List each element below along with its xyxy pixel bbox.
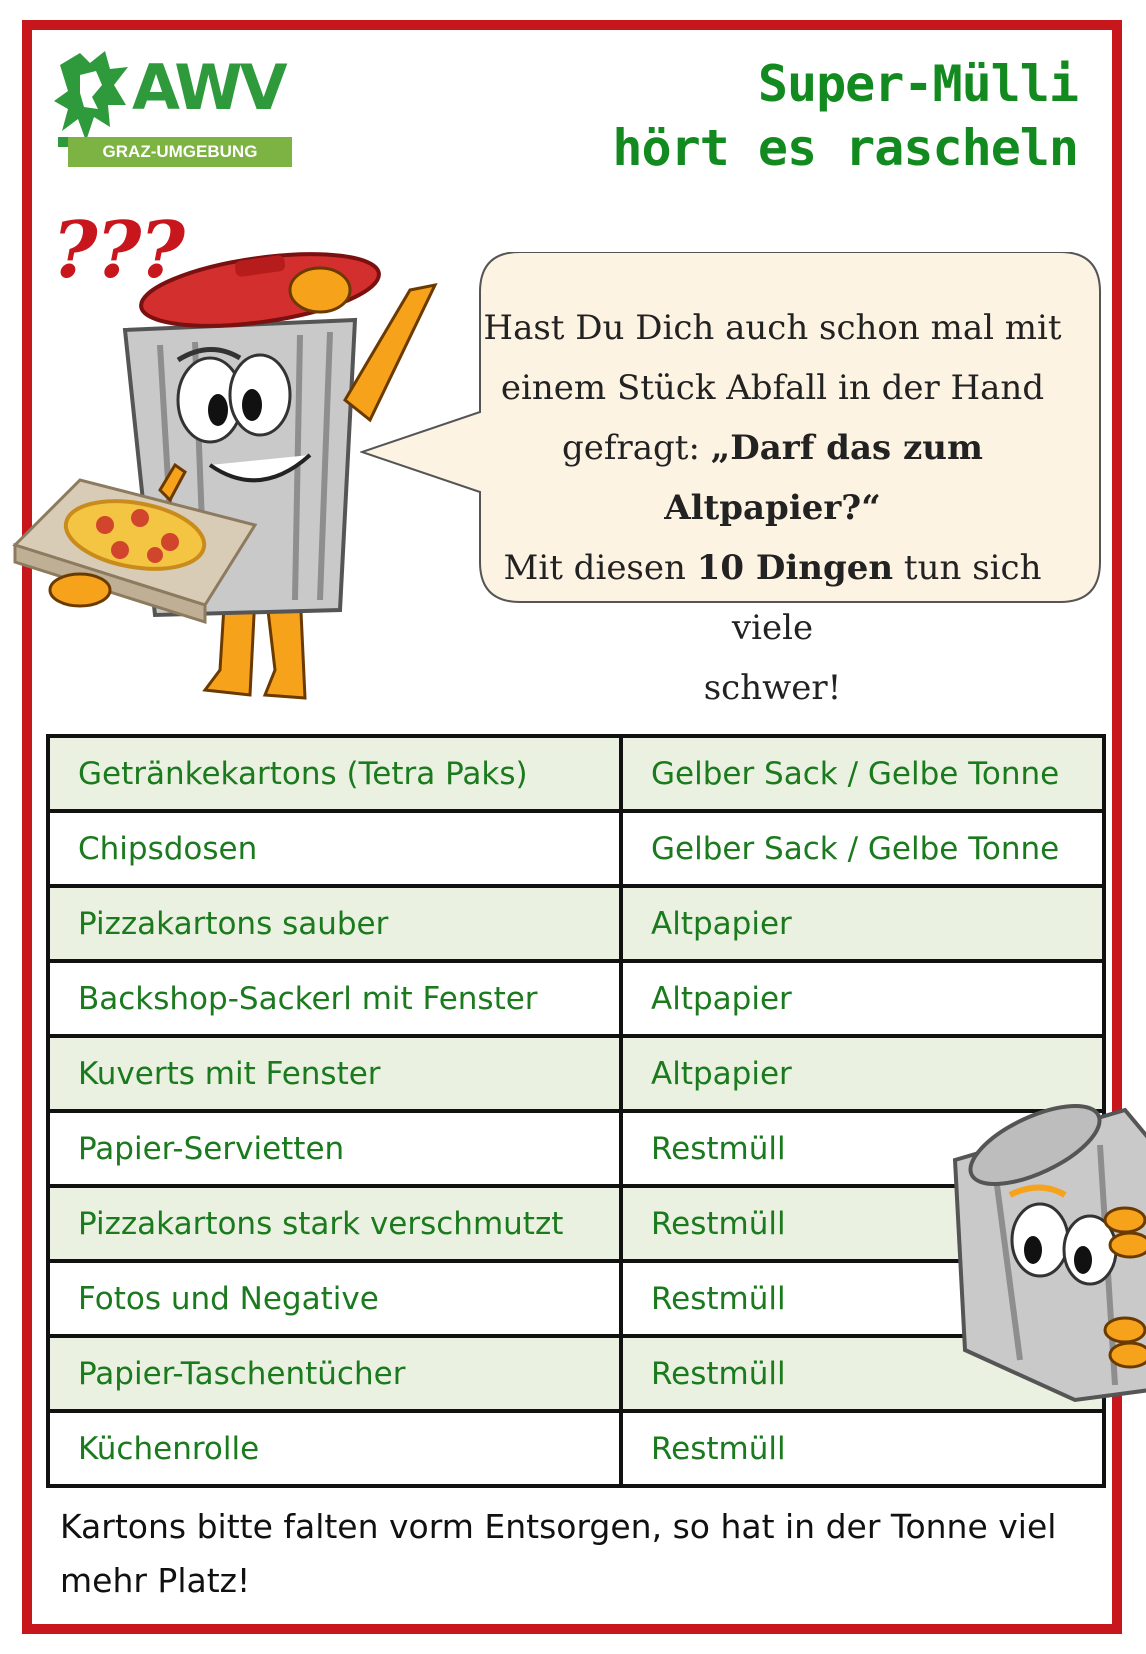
speech-line-4-suffix: tun sich viele: [731, 548, 1042, 648]
table-row: [48, 736, 1104, 811]
speech-line-4: [480, 538, 1065, 658]
page-title: [612, 52, 1078, 180]
item-cell: Backshop-Sackerl mit Fenster: [48, 961, 621, 1036]
bin-cell: Restmüll: [621, 1186, 1104, 1261]
table-row: [48, 1411, 1104, 1486]
item-cell: Papier-Taschentücher: [48, 1336, 621, 1411]
speech-line-3: [480, 418, 1065, 538]
speech-line-5: schwer!: [703, 668, 842, 708]
table-row: [48, 811, 1104, 886]
peeking-trash-can-illustration: [925, 1100, 1146, 1420]
bin-cell: Gelber Sack / Gelbe Tonne: [621, 811, 1104, 886]
question-marks: ???: [52, 205, 184, 296]
item-cell: Chipsdosen: [48, 811, 621, 886]
awv-logo: [50, 45, 295, 175]
item-cell: Kuverts mit Fenster: [48, 1036, 621, 1111]
item-cell: Pizzakartons sauber: [48, 886, 621, 961]
bin-cell: Restmüll: [621, 1111, 1104, 1186]
speech-line-1: Hast Du Dich auch schon mal mit: [483, 308, 1062, 348]
speech-count: 10 Dingen: [696, 548, 894, 588]
item-cell: Küchenrolle: [48, 1411, 621, 1486]
bin-cell: Altpapier: [621, 1036, 1104, 1111]
bin-cell: Gelber Sack / Gelbe Tonne: [621, 736, 1104, 811]
bin-cell: Altpapier: [621, 886, 1104, 961]
table-row: [48, 886, 1104, 961]
bin-cell: Restmüll: [621, 1411, 1104, 1486]
bin-cell: Altpapier: [621, 961, 1104, 1036]
table-row: [48, 961, 1104, 1036]
bin-cell: Restmüll: [621, 1261, 1104, 1336]
logo-wordmark: AWV: [132, 51, 285, 124]
title-line-1: Super-Mülli: [757, 55, 1078, 113]
title-line-2: hört es rascheln: [612, 119, 1078, 177]
logo-subtitle: GRAZ-UMGEBUNG: [68, 137, 292, 167]
item-cell: Pizzakartons stark verschmutzt: [48, 1186, 621, 1261]
footer-note: Kartons bitte falten vorm Entsorgen, so hat in der Tonne viel mehr Platz!: [60, 1507, 1057, 1600]
speech-line-3-prefix: gefragt:: [562, 428, 711, 468]
speech-line-2: einem Stück Abfall in der Hand: [500, 368, 1045, 408]
speech-line-4-prefix: Mit diesen: [503, 548, 697, 588]
speech-bubble-text: [480, 298, 1065, 718]
item-cell: Getränkekartons (Tetra Paks): [48, 736, 621, 811]
bin-cell: Restmüll: [621, 1336, 1104, 1411]
speech-question: „Darf das zum Altpapier?“: [664, 428, 983, 528]
item-cell: Fotos und Negative: [48, 1261, 621, 1336]
item-cell: Papier-Servietten: [48, 1111, 621, 1186]
